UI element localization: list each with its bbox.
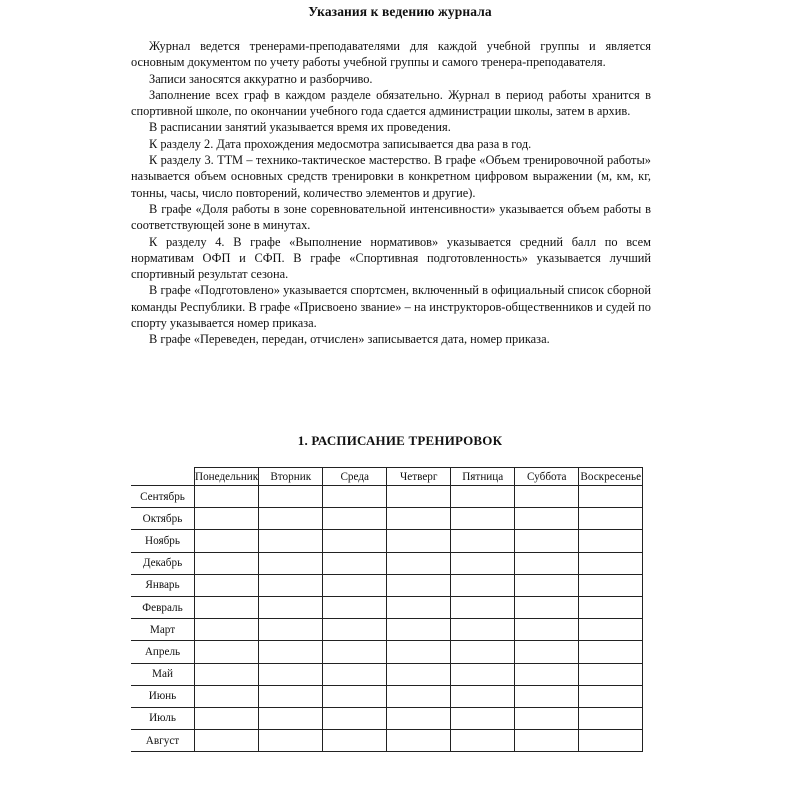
schedule-cell[interactable] — [323, 552, 387, 574]
schedule-cell[interactable] — [259, 530, 323, 552]
instruction-paragraph: Журнал ведется тренерами-преподавателями для каждой учебной группы и является основным документом по учету работы учебной группы и самого тренера-преподавателя. — [131, 39, 651, 70]
instruction-paragraph: К разделу 3. ТТМ – технико-тактическое мастерство. В графе «Объем тренировочной работы» называется объем основных средств тренировки в конкретном цифровом выражении (м, км, кг, тонны, часы, число повторений, количество элементов и другие). — [131, 153, 651, 200]
schedule-cell[interactable] — [323, 486, 387, 508]
schedule-cell[interactable] — [323, 641, 387, 663]
schedule-cell[interactable] — [387, 574, 451, 596]
schedule-cell[interactable] — [579, 641, 643, 663]
month-label: Август — [131, 730, 195, 752]
schedule-cell[interactable] — [387, 552, 451, 574]
month-label: Январь — [131, 574, 195, 596]
schedule-cell[interactable] — [259, 508, 323, 530]
schedule-cell[interactable] — [259, 707, 323, 729]
instructions-title: Указания к ведению журнала — [308, 4, 492, 19]
instruction-paragraph: В расписании занятий указывается время их проведения. — [149, 120, 451, 135]
month-label: Апрель — [131, 641, 195, 663]
schedule-cell[interactable] — [195, 552, 259, 574]
month-label: Февраль — [131, 596, 195, 618]
table-row — [131, 619, 643, 641]
schedule-cell[interactable] — [579, 619, 643, 641]
schedule-cell[interactable] — [451, 619, 515, 641]
instruction-paragraph: К разделу 2. Дата прохождения медосмотра записывается два раза в год. — [149, 136, 532, 151]
schedule-cell[interactable] — [579, 663, 643, 685]
instruction-paragraph: Записи заносятся аккуратно и разборчиво. — [149, 71, 373, 86]
schedule-table — [131, 467, 643, 752]
schedule-cell[interactable] — [323, 508, 387, 530]
schedule-cell[interactable] — [579, 574, 643, 596]
table-row — [131, 508, 643, 530]
day-header: Понедельник — [195, 468, 259, 486]
month-label: Ноябрь — [131, 530, 195, 552]
instruction-paragraph: В графе «Переведен, передан, отчислен» записывается дата, номер приказа. — [149, 332, 550, 347]
month-label: Июнь — [131, 685, 195, 707]
month-label: Декабрь — [131, 552, 195, 574]
schedule-cell[interactable] — [579, 707, 643, 729]
schedule-cell[interactable] — [259, 641, 323, 663]
schedule-cell[interactable] — [259, 574, 323, 596]
schedule-cell[interactable] — [387, 596, 451, 618]
schedule-cell[interactable] — [451, 663, 515, 685]
schedule-cell[interactable] — [195, 707, 259, 729]
schedule-cell[interactable] — [515, 486, 579, 508]
table-row — [131, 486, 643, 508]
table-row — [131, 685, 643, 707]
schedule-cell[interactable] — [259, 596, 323, 618]
day-header: Пятница — [451, 468, 515, 486]
schedule-cell[interactable] — [387, 619, 451, 641]
schedule-cell[interactable] — [323, 596, 387, 618]
schedule-cell[interactable] — [515, 685, 579, 707]
month-label: Октябрь — [131, 508, 195, 530]
schedule-cell[interactable] — [515, 730, 579, 752]
schedule-cell[interactable] — [323, 707, 387, 729]
schedule-cell[interactable] — [451, 508, 515, 530]
schedule-cell[interactable] — [259, 685, 323, 707]
month-label: Март — [131, 619, 195, 641]
schedule-cell[interactable] — [259, 730, 323, 752]
day-header: Вторник — [259, 468, 323, 486]
table-row — [131, 530, 643, 552]
schedule-body — [131, 486, 643, 752]
schedule-cell[interactable] — [515, 552, 579, 574]
instruction-paragraph: Заполнение всех граф в каждом разделе обязательно. Журнал в период работы хранится в спортивной школе, по окончании учебного года сдается администрации школы, затем в архив. — [131, 87, 651, 119]
schedule-cell[interactable] — [195, 730, 259, 752]
month-label: Сентябрь — [131, 486, 195, 508]
day-header: Четверг — [387, 468, 451, 486]
table-row — [131, 552, 643, 574]
schedule-cell[interactable] — [259, 663, 323, 685]
schedule-cell[interactable] — [579, 530, 643, 552]
schedule-cell[interactable] — [515, 663, 579, 685]
schedule-cell[interactable] — [195, 508, 259, 530]
table-row — [131, 641, 643, 663]
schedule-cell[interactable] — [323, 574, 387, 596]
schedule-cell[interactable] — [387, 707, 451, 729]
schedule-cell[interactable] — [387, 486, 451, 508]
schedule-cell[interactable] — [323, 530, 387, 552]
schedule-cell[interactable] — [579, 486, 643, 508]
schedule-cell[interactable] — [515, 596, 579, 618]
month-label: Июль — [131, 707, 195, 729]
schedule-cell[interactable] — [451, 486, 515, 508]
schedule-cell[interactable] — [195, 574, 259, 596]
schedule-cell[interactable] — [195, 486, 259, 508]
schedule-cell[interactable] — [195, 530, 259, 552]
schedule-cell[interactable] — [259, 619, 323, 641]
schedule-cell[interactable] — [387, 730, 451, 752]
schedule-cell[interactable] — [259, 486, 323, 508]
day-header: Среда — [323, 468, 387, 486]
schedule-cell[interactable] — [195, 685, 259, 707]
table-row — [131, 730, 643, 752]
schedule-cell[interactable] — [515, 707, 579, 729]
schedule-cell[interactable] — [387, 641, 451, 663]
schedule-cell[interactable] — [451, 596, 515, 618]
schedule-title: 1. РАСПИСАНИЕ ТРЕНИРОВОК — [297, 433, 503, 448]
schedule-cell[interactable] — [451, 552, 515, 574]
schedule-cell[interactable] — [387, 530, 451, 552]
schedule-cell[interactable] — [195, 641, 259, 663]
instruction-paragraph: В графе «Подготовлено» указывается спортсмен, включенный в официальный список сборной команды Республики. В графе «Присвоено звание» – на инструкторов-общественников и судей по спорту указывается номер приказа. — [131, 283, 651, 331]
schedule-cell[interactable] — [579, 596, 643, 618]
schedule-cell[interactable] — [259, 552, 323, 574]
header-corner — [131, 468, 195, 486]
schedule-cell[interactable] — [451, 707, 515, 729]
table-row — [131, 663, 643, 685]
schedule-cell[interactable] — [451, 730, 515, 752]
schedule-cell[interactable] — [195, 596, 259, 618]
schedule-cell[interactable] — [515, 641, 579, 663]
schedule-cell[interactable] — [451, 530, 515, 552]
schedule-cell[interactable] — [323, 730, 387, 752]
schedule-cell[interactable] — [387, 508, 451, 530]
day-header: Суббота — [515, 468, 579, 486]
schedule-cell[interactable] — [515, 530, 579, 552]
schedule-cell[interactable] — [323, 685, 387, 707]
schedule-header-row — [131, 468, 643, 486]
schedule-cell[interactable] — [579, 685, 643, 707]
instruction-paragraph: В графе «Доля работы в зоне соревновательной интенсивности» указывается объем работы в соответствующей зоне в минутах. — [131, 201, 651, 233]
schedule-cell[interactable] — [515, 619, 579, 641]
schedule-cell[interactable] — [579, 730, 643, 752]
schedule-cell[interactable] — [387, 685, 451, 707]
schedule-cell[interactable] — [451, 641, 515, 663]
schedule-cell[interactable] — [195, 619, 259, 641]
day-header: Воскресенье — [579, 468, 643, 486]
table-row — [131, 707, 643, 729]
schedule-cell[interactable] — [579, 552, 643, 574]
month-label: Май — [131, 663, 195, 685]
schedule-cell[interactable] — [515, 508, 579, 530]
table-row — [131, 596, 643, 618]
instructions-text — [131, 38, 651, 348]
schedule-cell[interactable] — [387, 663, 451, 685]
schedule-cell[interactable] — [195, 663, 259, 685]
schedule-cell[interactable] — [515, 574, 579, 596]
schedule-cell[interactable] — [451, 574, 515, 596]
schedule-cell[interactable] — [451, 685, 515, 707]
schedule-cell[interactable] — [579, 508, 643, 530]
schedule-cell[interactable] — [323, 619, 387, 641]
table-row — [131, 574, 643, 596]
schedule-cell[interactable] — [323, 663, 387, 685]
instruction-paragraph: К разделу 4. В графе «Выполнение нормативов» указывается средний балл по всем нормативам ОФП и СФП. В графе «Спортивная подготовленность» указывается лучший спортивный результат сезона. — [131, 234, 651, 282]
